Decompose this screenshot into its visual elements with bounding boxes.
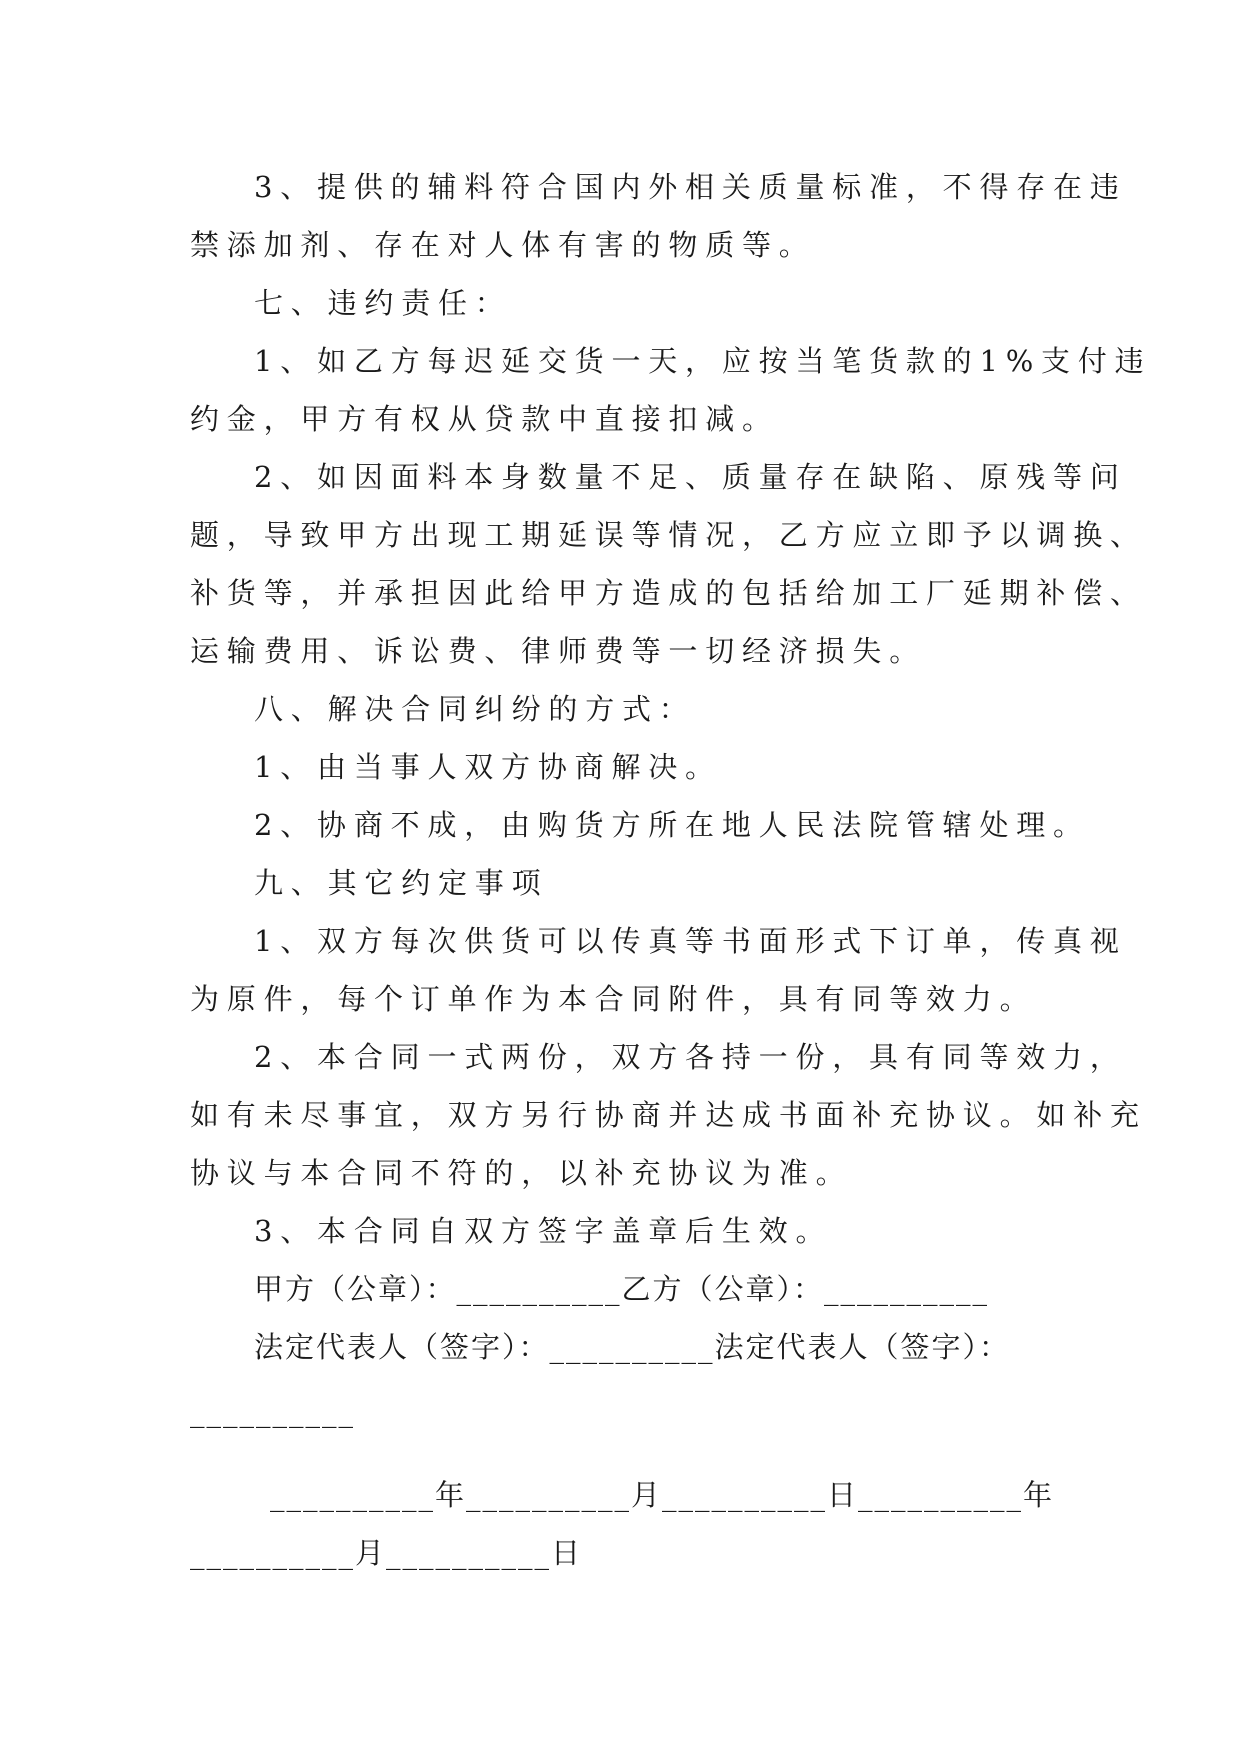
legal-rep-line: 法定代表人（签字）：__________法定代表人（签字）： xyxy=(254,1330,1011,1364)
clause-9-3 xyxy=(190,1202,1060,1260)
clause-8-1 xyxy=(190,738,1060,796)
clause-9-2 xyxy=(190,1028,1147,1202)
text-line: 约金，甲方有权从贷款中直接扣减。 xyxy=(190,402,779,436)
text-line: 3、本合同自双方签字盖章后生效。 xyxy=(254,1214,833,1248)
text-line: 协议与本合同不符的，以补充协议为准。 xyxy=(190,1156,853,1190)
section-heading-dispute xyxy=(190,680,1060,738)
clause-7-1 xyxy=(190,332,1152,448)
date-line: __________年__________月__________日__________年 xyxy=(270,1478,1055,1512)
section-heading: 九、其它约定事项 xyxy=(254,866,549,900)
section-heading-other xyxy=(190,854,1060,912)
section-heading: 七、违约责任： xyxy=(254,286,512,320)
clause-6-3 xyxy=(190,158,1127,274)
text-line: 运输费用、诉讼费、律师费等一切经济损失。 xyxy=(190,634,927,668)
text-line: 2、如因面料本身数量不足、质量存在缺陷、原残等问 xyxy=(254,460,1127,494)
legal-rep-blank: __________ xyxy=(190,1394,355,1428)
section-heading-breach xyxy=(190,274,1060,332)
text-line: 补货等，并承担因此给甲方造成的包括给加工厂延期补偿、 xyxy=(190,576,1147,610)
text-line: 2、协商不成，由购货方所在地人民法院管辖处理。 xyxy=(254,808,1090,842)
date-block xyxy=(190,1466,1060,1582)
date-line: __________月__________日 xyxy=(190,1536,583,1570)
text-line: 1、如乙方每迟延交货一天，应按当笔货款的1%支付违 xyxy=(254,344,1152,378)
clause-7-2 xyxy=(190,448,1147,680)
text-line: 禁添加剂、存在对人体有害的物质等。 xyxy=(190,228,816,262)
text-line: 2、本合同一式两份，双方各持一份，具有同等效力， xyxy=(254,1040,1127,1074)
text-line: 题，导致甲方出现工期延误等情况，乙方应立即予以调换、 xyxy=(190,518,1147,552)
signature-block xyxy=(190,1260,1060,1440)
text-line: 1、由当事人双方协商解决。 xyxy=(254,750,722,784)
section-heading: 八、解决合同纠纷的方式： xyxy=(254,692,696,726)
text-line: 1、双方每次供货可以传真等书面形式下订单，传真视 xyxy=(254,924,1127,958)
document-page xyxy=(190,158,1152,1582)
clause-9-1 xyxy=(190,912,1127,1028)
text-line: 如有未尽事宜，双方另行协商并达成书面补充协议。如补充 xyxy=(190,1098,1147,1132)
clause-8-2 xyxy=(190,796,1090,854)
text-line: 3、提供的辅料符合国内外相关质量标准，不得存在违 xyxy=(254,170,1127,204)
text-line: 为原件，每个订单作为本合同附件，具有同等效力。 xyxy=(190,982,1037,1016)
spacer xyxy=(190,1440,1060,1466)
party-seal-line: 甲方（公章）：__________乙方（公章）：__________ xyxy=(254,1272,990,1306)
